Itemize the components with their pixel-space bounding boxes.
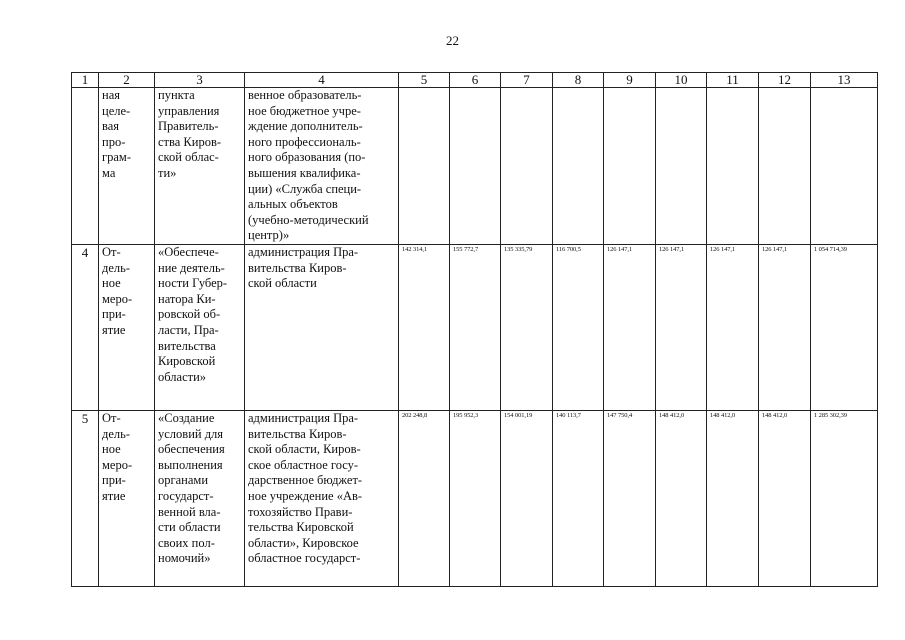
- column-header: 12: [759, 73, 811, 88]
- cell-value: 148 412,0: [759, 410, 811, 586]
- cell-executor: [245, 88, 399, 245]
- text-line: меро-: [102, 291, 133, 306]
- text-line: обеспечения: [158, 442, 225, 457]
- column-header: 9: [604, 73, 656, 88]
- continuation-row: [72, 88, 878, 245]
- cell-value: [604, 88, 656, 245]
- column-header: 6: [450, 73, 501, 88]
- text-line: про-: [102, 134, 126, 149]
- column-header: 8: [553, 73, 604, 88]
- cell-value: 140 113,7: [553, 410, 604, 586]
- cell-value: 148 412,0: [656, 410, 707, 586]
- text-line: ской области, Киров-: [248, 442, 361, 457]
- text-line: ная: [102, 88, 120, 102]
- text-line: венной вла-: [158, 504, 221, 519]
- cell-name: [155, 88, 245, 245]
- text-line: при-: [102, 473, 126, 488]
- column-header: 7: [501, 73, 553, 88]
- budget-table: [71, 72, 878, 587]
- text-line: администрация Пра-: [248, 244, 359, 259]
- text-line: ской области: [248, 276, 317, 291]
- text-line: выполнения: [158, 457, 223, 472]
- text-line: ное: [102, 442, 121, 457]
- cell-value: [707, 88, 759, 245]
- text-line: ности Губер-: [158, 276, 228, 291]
- header-row: [72, 73, 878, 88]
- cell-value: 126 147,1: [759, 244, 811, 410]
- text-line: ное: [102, 276, 121, 291]
- cell-value: 126 147,1: [604, 244, 656, 410]
- cell-value: [501, 88, 553, 245]
- text-line: ровской об-: [158, 307, 221, 322]
- cell-value: 116 700,5: [553, 244, 604, 410]
- cell-value: [450, 88, 501, 245]
- text-line: ждение дополнитель-: [248, 119, 363, 134]
- cell-value: [811, 88, 878, 245]
- text-line: ма: [102, 165, 116, 180]
- column-header: 10: [656, 73, 707, 88]
- text-line: (учебно-методический: [248, 212, 369, 227]
- text-line: ного профессиональ-: [248, 134, 361, 149]
- text-line: вительства Киров-: [248, 260, 347, 275]
- cell-executor: [245, 410, 399, 586]
- page-number: 22: [446, 33, 459, 48]
- text-line: сти области: [158, 520, 221, 535]
- cell-value: [759, 88, 811, 245]
- column-header: 3: [155, 73, 245, 88]
- text-line: альных объектов: [248, 197, 338, 212]
- table-row: [72, 244, 878, 410]
- text-line: тельства Кировской: [248, 520, 354, 535]
- cell-no: [72, 88, 99, 245]
- column-header: 5: [399, 73, 450, 88]
- text-line: грам-: [102, 150, 131, 165]
- cell-type: [99, 244, 155, 410]
- cell-name: [155, 244, 245, 410]
- cell-value: 155 772,7: [450, 244, 501, 410]
- text-line: области»: [158, 369, 207, 384]
- text-line: номочий»: [158, 551, 211, 566]
- cell-value: [399, 88, 450, 245]
- column-header: 4: [245, 73, 399, 88]
- text-line: ятие: [102, 488, 126, 503]
- text-line: ское областное госу-: [248, 457, 359, 472]
- cell-name: [155, 410, 245, 586]
- text-line: От-: [102, 410, 121, 425]
- text-line: вышения квалифика-: [248, 165, 361, 180]
- cell-value: 202 248,8: [399, 410, 450, 586]
- text-line: меро-: [102, 457, 133, 472]
- row-number: 5: [72, 410, 99, 586]
- cell-value: 1 054 714,39: [811, 244, 878, 410]
- row-number: 4: [72, 244, 99, 410]
- column-header: 2: [99, 73, 155, 88]
- text-line: целе-: [102, 103, 131, 118]
- cell-value: [656, 88, 707, 245]
- text-line: ти»: [158, 165, 177, 180]
- text-line: дель-: [102, 260, 131, 275]
- text-line: областное государст-: [248, 551, 361, 566]
- text-line: при-: [102, 307, 126, 322]
- cell-value: 147 750,4: [604, 410, 656, 586]
- text-line: венное образователь-: [248, 88, 362, 102]
- cell-executor: [245, 244, 399, 410]
- text-line: своих пол-: [158, 535, 215, 550]
- text-line: Кировской: [158, 354, 216, 369]
- text-line: органами: [158, 473, 209, 488]
- column-header: 11: [707, 73, 759, 88]
- text-line: области», Кировское: [248, 535, 359, 550]
- text-line: ства Киров-: [158, 134, 222, 149]
- text-line: ласти, Пра-: [158, 322, 219, 337]
- cell-value: 148 412,0: [707, 410, 759, 586]
- column-header: 13: [811, 73, 878, 88]
- text-line: «Создание: [158, 410, 215, 425]
- cell-value: 126 147,1: [707, 244, 759, 410]
- text-line: ное учреждение «Ав-: [248, 488, 363, 503]
- text-line: вительства: [158, 338, 216, 353]
- text-line: управления: [158, 103, 220, 118]
- text-line: вительства Киров-: [248, 426, 347, 441]
- text-line: пункта: [158, 88, 195, 102]
- text-line: ного образования (по-: [248, 150, 366, 165]
- column-header: 1: [72, 73, 99, 88]
- text-line: «Обеспече-: [158, 244, 219, 259]
- text-line: ное бюджетное учре-: [248, 103, 361, 118]
- text-line: ятие: [102, 322, 126, 337]
- text-line: дарственное бюджет-: [248, 473, 363, 488]
- text-line: государст-: [158, 488, 214, 503]
- text-line: ции) «Служба специ-: [248, 181, 362, 196]
- text-line: Правитель-: [158, 119, 219, 134]
- cell-value: 135 335,79: [501, 244, 553, 410]
- cell-type: [99, 410, 155, 586]
- cell-value: 195 952,3: [450, 410, 501, 586]
- text-line: ской облас-: [158, 150, 219, 165]
- text-line: дель-: [102, 426, 131, 441]
- table-row: [72, 410, 878, 586]
- cell-value: 1 285 302,39: [811, 410, 878, 586]
- text-line: вая: [102, 119, 120, 134]
- text-line: ние деятель-: [158, 260, 225, 275]
- text-line: администрация Пра-: [248, 410, 359, 425]
- text-line: тохозяйство Прави-: [248, 504, 353, 519]
- cell-value: 142 314,1: [399, 244, 450, 410]
- cell-value: 126 147,1: [656, 244, 707, 410]
- text-line: От-: [102, 244, 121, 259]
- cell-value: [553, 88, 604, 245]
- text-line: натора Ки-: [158, 291, 216, 306]
- text-line: центр)»: [248, 228, 290, 243]
- cell-type: [99, 88, 155, 245]
- cell-value: 154 001,19: [501, 410, 553, 586]
- text-line: условий для: [158, 426, 224, 441]
